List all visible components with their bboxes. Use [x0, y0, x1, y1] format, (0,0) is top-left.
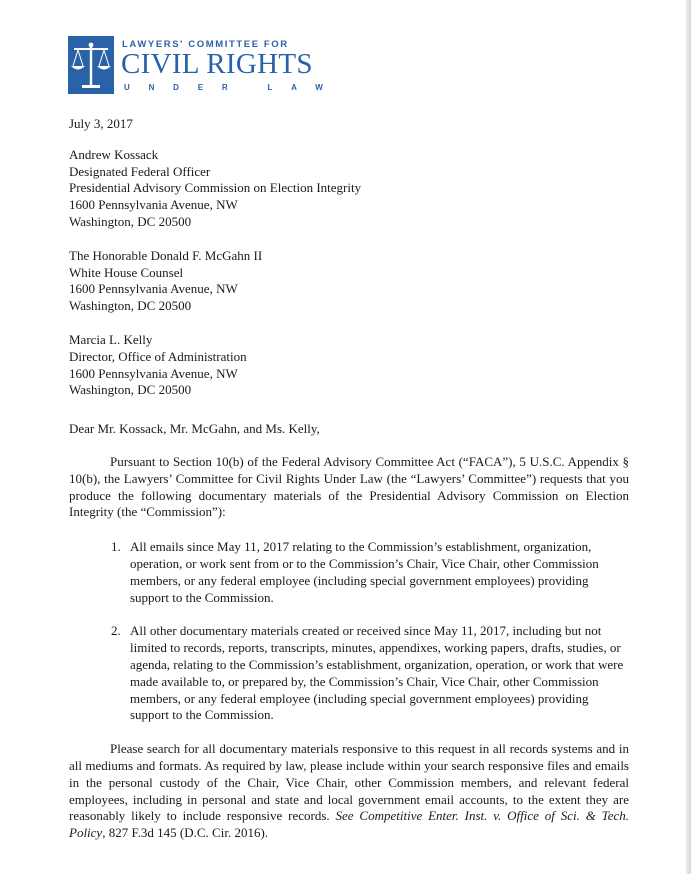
recipient-address-1	[69, 147, 629, 231]
recipient-title: Designated Federal Officer	[69, 163, 211, 179]
list-item	[69, 623, 629, 724]
recipient-address-3	[69, 332, 629, 399]
letterhead-org-line2: CIVIL RIGHTS	[121, 48, 313, 80]
recipient-name: The Honorable Donald F. McGahn II	[69, 247, 263, 263]
salutation: Dear Mr. Kossack, Mr. McGahn, and Ms. Kelly,	[69, 421, 320, 437]
list-item-number: 2.	[111, 623, 121, 639]
letterhead-logo	[68, 36, 342, 98]
intro-paragraph: Pursuant to Section 10(b) of the Federal Advisory Committee Act (“FACA”), 5 U.S.C. Appendix § 10(b), the Lawyers’ Committee for Civil Rights Under Law (the “Lawyers’ Committee”) requests that you produce the following documentary materials of the Presidential Advisory Commission on Election Integrity (the “Commission”):	[69, 453, 629, 520]
recipient-name: Marcia L. Kelly	[69, 331, 153, 347]
recipient-city: Washington, DC 20500	[69, 213, 192, 229]
letterhead-org-line1: LAWYERS' COMMITTEE FOR	[122, 39, 289, 50]
case-citation: See Competitive Enter. Inst. v. Office of Sci. & Tech. Policy	[69, 808, 629, 841]
scales-of-justice-icon	[68, 36, 114, 94]
list-item-text: All emails since May 11, 2017 relating to the Commission’s establishment, organization, operation, or work sent from or to the Commission’s Chair, Vice Chair, other Commission members, or any federal employee (including special government employees) providing support to the Commission.	[130, 539, 599, 605]
recipient-street: 1600 Pennsylvania Avenue, NW	[69, 197, 238, 213]
request-list	[69, 539, 629, 724]
letterhead-org-line3: UNDER LAW	[124, 83, 342, 92]
letter-body	[69, 116, 629, 860]
search-paragraph-text: Please search for all documentary materials responsive to this request in all records systems and in all mediums and formats. As required by law, please include within your search responsive files and emails in the personal custody of the Chair, Vice Chair, other Commission members, and relevant federal employees, including in personal and state and local government email accounts, to the extent they are reasonably likely to include responsive records.	[69, 741, 629, 824]
letter-date: July 3, 2017	[69, 116, 133, 131]
recipient-name: Andrew Kossack	[69, 146, 159, 162]
recipient-city: Washington, DC 20500	[69, 298, 192, 314]
recipient-office: Presidential Advisory Commission on Election Integrity	[69, 180, 362, 196]
recipient-title: Director, Office of Administration	[69, 348, 247, 364]
case-citation-rest: , 827 F.3d 145 (D.C. Cir. 2016).	[102, 825, 269, 841]
page-edge-shadow	[686, 0, 691, 874]
recipient-street: 1600 Pennsylvania Avenue, NW	[69, 281, 238, 297]
list-item-text: All other documentary materials created or received since May 11, 2017, including but not limited to records, reports, transcripts, minutes, appendixes, working papers, drafts, studies, or agenda, relating to the Commission’s establishment, organization, operation, or work that were made available to, or prepared by, the Commission’s Chair, Vice Chair, other Commission members, or any federal employee (including special government employees) providing support to the Commission.	[130, 623, 624, 723]
recipient-title: White House Counsel	[69, 264, 184, 280]
recipient-city: Washington, DC 20500	[69, 382, 192, 398]
recipient-street: 1600 Pennsylvania Avenue, NW	[69, 365, 238, 381]
recipient-address-2	[69, 248, 629, 315]
list-item-number: 1.	[111, 539, 121, 555]
search-paragraph	[69, 741, 629, 842]
list-item	[69, 539, 629, 606]
